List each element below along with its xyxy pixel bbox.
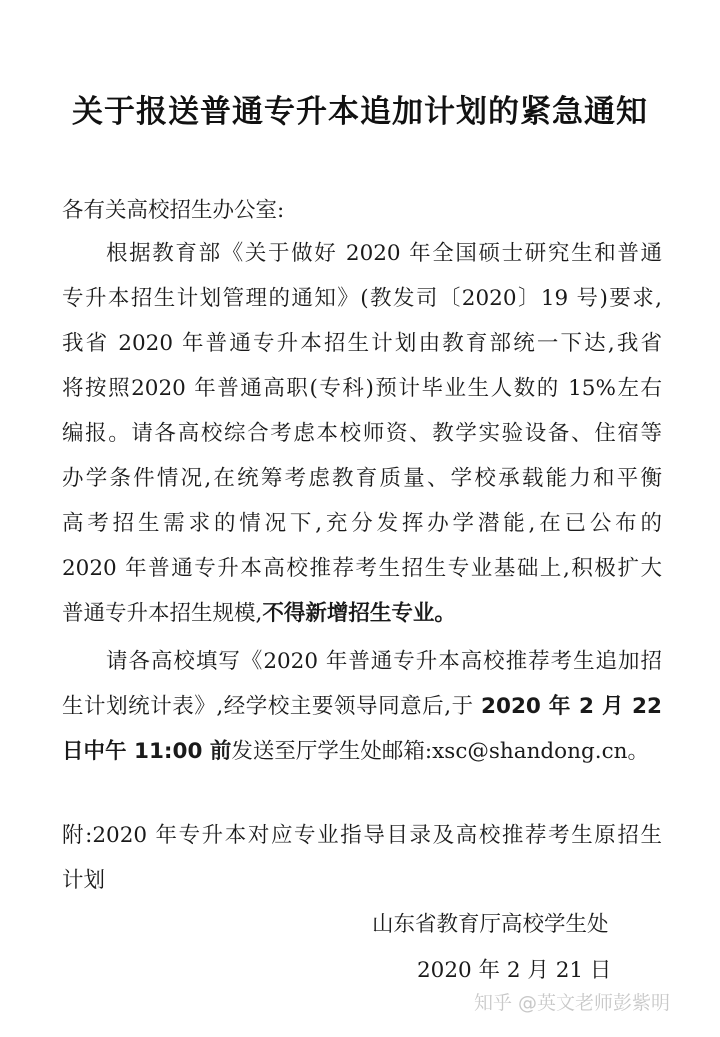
paragraph-1-last-line [62,599,662,629]
deadline-date: 2020 年 2 月 22 [481,694,662,719]
attachment-line: 计划 [62,868,106,893]
salutation: 各有关高校招生办公室: [62,198,285,223]
emphasis-no-new-majors: 不得新增招生专业。 [262,601,456,626]
issue-date: 2020 年 2 月 21 日 [417,958,612,983]
signature: 山东省教育厅高校学生处 [372,912,609,937]
paragraph-1-last-text: 普通专升本招生规模, [62,601,263,626]
deadline-time: 日中午 11:00 前 [62,739,232,764]
paragraph-2-text: 生计划统计表》,经学校主要领导同意后,于 [62,694,482,719]
paragraph-1-line: 高考招生需求的情况下,充分发挥办学潜能,在已公布的 [62,511,662,536]
email-instruction: 发送至厅学生处邮箱:xsc@shandong.cn。 [231,739,649,764]
watermark: 知乎 @英文老师彭紫明 [474,992,671,1014]
paragraph-2-line [62,692,662,722]
paragraph-1-line: 办学条件情况,在统筹考虑教育质量、学校承载能力和平衡 [62,466,662,491]
paragraph-1-line: 我省 2020 年普通专升本招生计划由教育部统一下达,我省 [62,331,662,356]
paragraph-2-line: 请各高校填写《2020 年普通专升本高校推荐考生追加招 [106,649,662,674]
paragraph-2-line [62,737,662,767]
paragraph-1-line: 专升本招生计划管理的通知》(教发司〔2020〕19 号)要求, [62,286,662,311]
paragraph-1-line: 编报。请各高校综合考虑本校师资、教学实验设备、住宿等 [62,421,662,446]
page-title: 关于报送普通专升本追加计划的紧急通知 [72,94,648,130]
paragraph-1-line: 2020 年普通专升本高校推荐考生招生专业基础上,积极扩大 [62,556,662,581]
paragraph-1-line: 将按照2020 年普通高职(专科)预计毕业生人数的 15%左右 [62,376,662,401]
paragraph-1-line: 根据教育部《关于做好 2020 年全国硕士研究生和普通 [106,241,662,266]
attachment-line: 附:2020 年专升本对应专业指导目录及高校推荐考生原招生 [62,823,662,848]
